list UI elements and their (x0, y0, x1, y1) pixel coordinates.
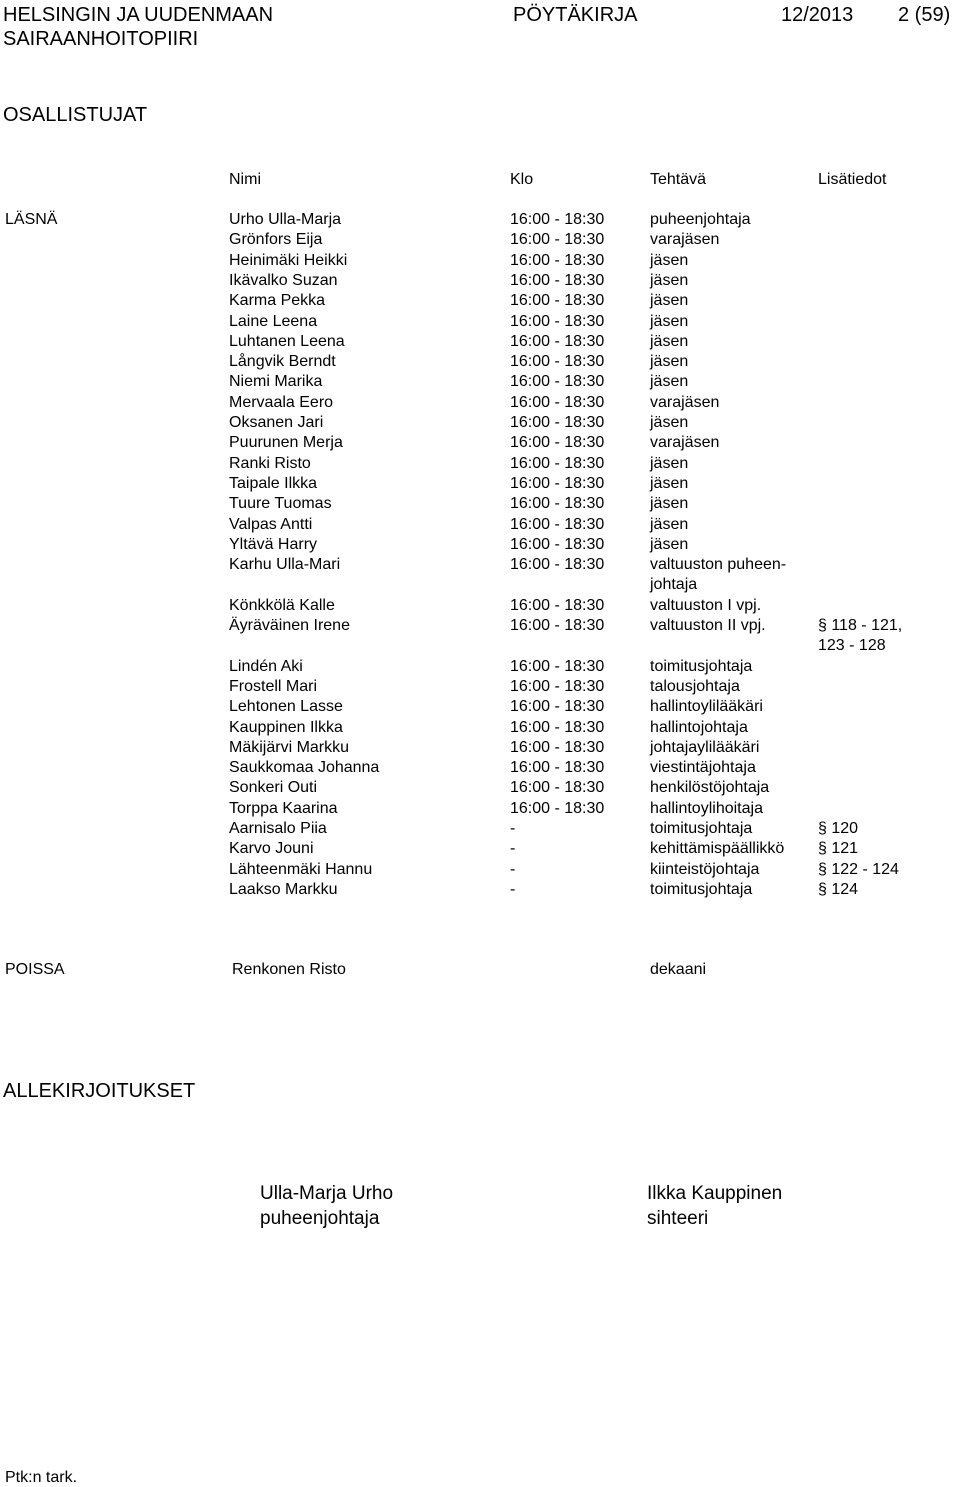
attendee-time: 16:00 - 18:30 (510, 434, 605, 452)
attendee-time: 16:00 - 18:30 (510, 251, 605, 269)
attendee-row (0, 880, 960, 900)
attendee-name: Sonkeri Outi (229, 779, 318, 797)
attendee-role: jäsen (650, 332, 689, 350)
attendee-row (0, 230, 960, 250)
attendee-name: Lindén Aki (229, 657, 303, 675)
attendee-row (0, 799, 960, 819)
attendee-time: 16:00 - 18:30 (510, 698, 605, 716)
attendee-role: kehittämispäällikkö (650, 840, 785, 858)
document-type: PÖYTÄKIRJA (513, 4, 638, 26)
section-title: OSALLISTUJAT (3, 104, 148, 126)
attendee-role: valtuuston II vpj. (650, 617, 766, 634)
attendee-time: 16:00 - 18:30 (510, 454, 605, 472)
footer-note: Ptk:n tark. (5, 1469, 78, 1486)
attendee-row (0, 555, 960, 575)
attendee-time: 16:00 - 18:30 (510, 211, 605, 228)
attendee-name: Lähteenmäki Hannu (229, 860, 373, 878)
attendee-time: 16:00 - 18:30 (510, 657, 605, 675)
attendee-row (0, 677, 960, 697)
attendee-role: toimitusjohtaja (650, 880, 753, 898)
attendee-row (0, 271, 960, 291)
attendee-row (0, 312, 960, 332)
attendee-role: jäsen (650, 271, 689, 289)
attendee-name: Heinimäki Heikki (229, 251, 348, 269)
attendee-time: - (510, 840, 516, 858)
attendee-row (0, 474, 960, 494)
attendee-row (0, 251, 960, 271)
attendee-time: 16:00 - 18:30 (510, 718, 605, 736)
attendee-row (0, 454, 960, 474)
attendee-row (0, 718, 960, 738)
attendee-time: 16:00 - 18:30 (510, 353, 605, 371)
attendee-time: 16:00 - 18:30 (510, 759, 605, 777)
attendee-name: Urho Ulla-Marja (229, 211, 342, 228)
attendee-role: toimitusjohtaja (650, 820, 753, 837)
attendee-time: 16:00 - 18:30 (510, 474, 605, 492)
attendee-name: Karvo Jouni (229, 840, 314, 858)
attendee-row (0, 494, 960, 514)
attendee-time: 16:00 - 18:30 (510, 596, 605, 614)
signatures-title: ALLEKIRJOITUKSET (3, 1080, 196, 1102)
attendee-time: 16:00 - 18:30 (510, 515, 605, 533)
attendee-role: hallintoylihoitaja (650, 799, 763, 817)
attendee-role: kiinteistöjohtaja (650, 860, 760, 878)
attendee-row (0, 819, 960, 839)
attendee-row (0, 616, 960, 636)
attendee-row (0, 839, 960, 859)
attendee-name: Frostell Mari (229, 677, 318, 695)
attendee-row (0, 372, 960, 392)
signer-right-role: sihteeri (647, 1208, 709, 1229)
attendee-time: 16:00 - 18:30 (510, 535, 605, 553)
attendee-row (0, 413, 960, 433)
attendee-time: 16:00 - 18:30 (510, 677, 605, 695)
attendee-time: 16:00 - 18:30 (510, 393, 605, 411)
column-header-time: Klo (510, 171, 534, 188)
absent-label: POISSA (5, 961, 65, 978)
attendee-row (0, 332, 960, 352)
attendee-row (0, 393, 960, 413)
attendee-time: 16:00 - 18:30 (510, 799, 605, 817)
attendee-role: jäsen (650, 515, 689, 533)
attendee-row-continuation (0, 575, 960, 595)
attendee-name: Taipale Ilkka (229, 474, 318, 492)
attendee-name: Yltävä Harry (229, 535, 318, 553)
attendee-time: 16:00 - 18:30 (510, 373, 605, 391)
present-label: LÄSNÄ (5, 211, 58, 228)
attendee-name: Ranki Risto (229, 454, 311, 472)
attendee-name: Könkkölä Kalle (229, 596, 335, 614)
attendee-role: jäsen (650, 251, 689, 269)
attendee-role: varajäsen (650, 434, 720, 452)
attendee-note: § 124 (818, 880, 859, 898)
attendee-role: jäsen (650, 373, 689, 391)
attendee-name: Äyräväinen Irene (229, 617, 350, 634)
absent-name: Renkonen Risto (232, 961, 346, 978)
attendee-name: Karhu Ulla-Mari (229, 556, 341, 574)
attendee-name: Mäkijärvi Markku (229, 738, 350, 756)
attendee-role-continuation: johtaja (650, 576, 698, 594)
attendee-role: jäsen (650, 414, 689, 431)
attendee-role: jäsen (650, 474, 689, 492)
attendee-role: henkilöstöjohtaja (650, 779, 770, 797)
attendee-row (0, 535, 960, 555)
column-header-name: Nimi (229, 171, 261, 188)
attendee-role: varajäsen (650, 393, 720, 411)
attendee-row-continuation (0, 636, 960, 656)
attendee-name: Niemi Marika (229, 373, 323, 391)
attendee-role: varajäsen (650, 231, 720, 249)
attendee-time: 16:00 - 18:30 (510, 312, 605, 330)
attendee-name: Kauppinen Ilkka (229, 718, 343, 736)
attendee-row (0, 433, 960, 453)
attendee-time: 16:00 - 18:30 (510, 271, 605, 289)
attendee-row (0, 738, 960, 758)
attendee-note: § 120 (818, 820, 859, 837)
signer-left-role: puheenjohtaja (260, 1208, 380, 1229)
attendee-role: jäsen (650, 292, 689, 310)
attendee-role: puheenjohtaja (650, 211, 751, 228)
attendee-name: Mervaala Eero (229, 393, 334, 411)
attendee-row (0, 515, 960, 535)
attendee-time: - (510, 820, 516, 837)
attendee-note: § 118 - 121, (818, 617, 903, 634)
attendee-row (0, 291, 960, 311)
absent-role: dekaani (650, 961, 707, 978)
attendee-role: valtuuston puheen- (650, 556, 787, 574)
attendee-row (0, 860, 960, 880)
attendee-name: Tuure Tuomas (229, 495, 332, 513)
attendee-role: jäsen (650, 312, 689, 330)
attendee-name: Grönfors Eija (229, 231, 323, 249)
attendee-role: viestintäjohtaja (650, 759, 756, 777)
attendee-role: talousjohtaja (650, 677, 740, 695)
attendee-row (0, 657, 960, 677)
attendee-name: Laakso Markku (229, 880, 338, 898)
signer-left-name: Ulla-Marja Urho (260, 1183, 394, 1204)
attendee-name: Karma Pekka (229, 292, 326, 310)
attendee-row (0, 778, 960, 798)
attendee-name: Luhtanen Leena (229, 332, 345, 350)
attendee-role: hallintojohtaja (650, 718, 748, 736)
page-number: 2 (59) (898, 4, 951, 26)
attendee-time: 16:00 - 18:30 (510, 556, 605, 574)
attendee-role: jäsen (650, 454, 689, 472)
attendee-row (0, 596, 960, 616)
attendee-time: 16:00 - 18:30 (510, 617, 605, 634)
attendee-name: Aarnisalo Piia (229, 820, 327, 837)
attendee-time: - (510, 860, 516, 878)
attendee-time: 16:00 - 18:30 (510, 779, 605, 797)
attendee-row (0, 352, 960, 372)
attendee-time: 16:00 - 18:30 (510, 738, 605, 756)
attendee-role: hallintoylilääkäri (650, 698, 763, 716)
attendee-name: Torppa Kaarina (229, 799, 338, 817)
attendee-name: Puurunen Merja (229, 434, 343, 452)
attendee-role: toimitusjohtaja (650, 657, 753, 675)
org-name-line1: HELSINGIN JA UUDENMAAN (3, 4, 274, 26)
attendee-row (0, 758, 960, 778)
attendee-time: 16:00 - 18:30 (510, 495, 605, 513)
attendee-row (0, 697, 960, 717)
attendee-name: Oksanen Jari (229, 414, 324, 431)
column-header-notes: Lisätiedot (818, 171, 887, 188)
document-number: 12/2013 (781, 4, 854, 26)
attendee-role: valtuuston I vpj. (650, 596, 762, 614)
attendee-name: Långvik Berndt (229, 353, 336, 371)
attendee-role: jäsen (650, 353, 689, 371)
attendee-name: Valpas Antti (229, 515, 313, 533)
attendee-row (0, 210, 960, 230)
attendee-note-continuation: 123 - 128 (818, 637, 886, 655)
attendee-time: 16:00 - 18:30 (510, 332, 605, 350)
attendee-name: Laine Leena (229, 312, 318, 330)
attendee-time: - (510, 880, 516, 898)
attendee-time: 16:00 - 18:30 (510, 231, 605, 249)
attendee-time: 16:00 - 18:30 (510, 414, 605, 431)
attendee-name: Saukkomaa Johanna (229, 759, 380, 777)
attendee-time: 16:00 - 18:30 (510, 292, 605, 310)
signer-right-name: Ilkka Kauppinen (647, 1183, 783, 1204)
attendee-role: johtajaylilääkäri (650, 738, 760, 756)
org-name-line2: SAIRAANHOITOPIIRI (3, 28, 199, 50)
attendee-name: Ikävalko Suzan (229, 271, 338, 289)
attendee-role: jäsen (650, 535, 689, 553)
attendee-name: Lehtonen Lasse (229, 698, 343, 716)
attendee-role: jäsen (650, 495, 689, 513)
attendee-note: § 122 - 124 (818, 860, 899, 878)
attendee-note: § 121 (818, 840, 859, 858)
column-header-role: Tehtävä (650, 171, 707, 188)
